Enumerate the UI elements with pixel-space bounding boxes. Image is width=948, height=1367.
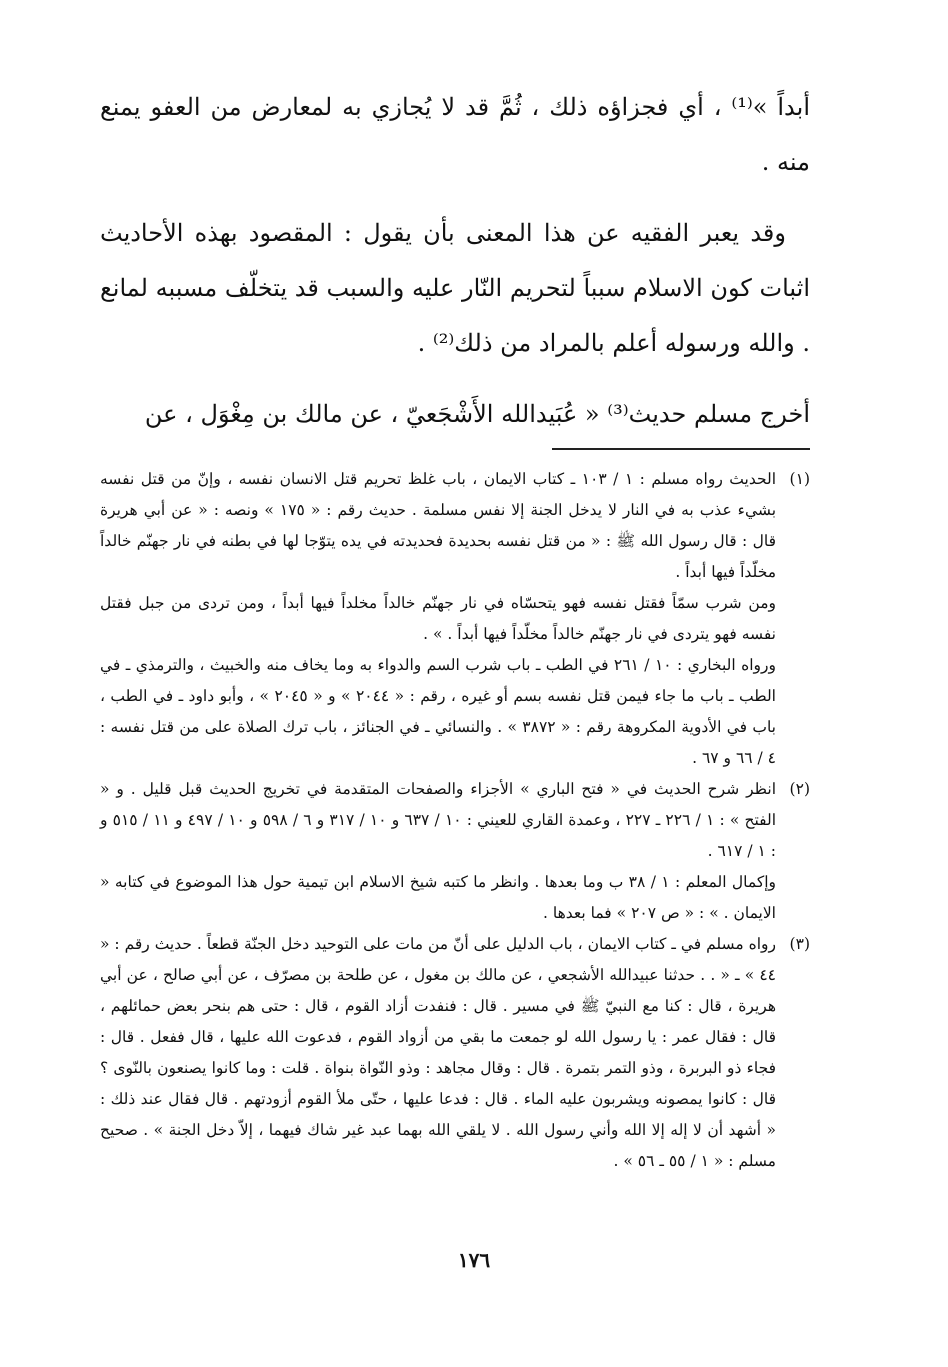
footnote-3: [100, 929, 810, 1177]
footnote-2: [100, 774, 810, 929]
footnotes: [100, 464, 810, 1177]
footnote-number: (١): [789, 470, 810, 488]
footnote-separator: [552, 448, 810, 450]
footnote-number: (٢): [789, 780, 810, 798]
footnote-1: [100, 464, 810, 774]
footnote-paragraph: رواه مسلم في ـ كتاب الايمان ، باب الدليل على أنّ من مات على التوحيد دخل الجنّة قطعاً . حديث رقم : « ٤٤ » ـ « . . حدثنا عبيدالله الأشجعي ، عن مالك بن مغول ، عن طلحة بن مصرّف ، عن أبي صالح ، عن أبي هريرة ، قال : كنا مع النبيّ ﷺ في مسير . قال : فنفدت أزاد القوم ، قال : حتى هم بنحر بعض حمائلهم ، قال : فقال عمر : يا رسول الله لو جمعت ما بقي من أزواد القوم ، فدعوت الله عليها ، قال ففعل . قال : فجاء ذو البربرة ، وذو التمر بتمرة . قال : وقال مجاهد : وذو النّواة بنواة . قلت : وما كانوا يصنعون بالنّوى ؟ قال : كانوا يمصونه ويشربون عليه الماء . قال : فدعا عليها ، حتّى ملأ القوم أزودتهم . قال فقال عند ذلك : « أشهد أن لا إله إلا الله وأني رسول الله . لا يلقي الله بهما عبد غير شاك فيهما ، إلاّ دخل الجنة » . صحيح مسلم : « ١ / ٥٥ ـ ٥٦ » .: [100, 935, 776, 1170]
main-paragraph-1: أبداً »⁽¹⁾ ، أي فجزاؤه ذلك ، ثُمَّ قد لا يُجازي به لمعارض من العفو يمنع منه .: [100, 93, 811, 176]
footnote-paragraph: انظر شرح الحديث في « فتح الباري » الأجزاء والصفحات المتقدمة في تخريج الحديث قبل قليل . و « الفتح » : ١ / ٢٢٦ ـ ٢٢٧ ، وعمدة القاري للعيني : ١٠ / ٦٣٧ و ١٠ / ٣١٧ و ٦ / ٥٩٨ و ١٠ / ٤٩٧ و ١١ / ٥١٥ و : ١ / ٦١٧ .: [100, 780, 777, 860]
main-text: [100, 80, 810, 442]
main-paragraph-3: أخرج مسلم حديث⁽³⁾ « عُبَيدالله الأَشْجَعيّ ، عن مالك بن مِغْوَل ، عن: [144, 400, 810, 428]
footnote-paragraph: ورواه البخاري : ١٠ / ٢٦١ في الطب ـ باب شرب السم والدواء به وما يخاف منه والخبيث ، والترمذي ـ في الطب ـ باب ما جاء فيمن قتل نفسه بسم أو غيره ، رقم : « ٢٠٤٤ » و « ٢٠٤٥ » ، وأبو داود ـ في الطب ، باب في الأدوية المكروهة رقم : « ٣٨٧٢ » . والنسائي ـ في الجنائز ، باب ترك الصلاة على من قتل نفسه : ٤ / ٦٦ و ٦٧ .: [100, 656, 776, 767]
footnote-paragraph: الحديث رواه مسلم : ١ / ١٠٣ ـ كتاب الايمان ، باب غلظ تحريم قتل الانسان نفسه ، وإنّ من قتل نفسه بشيء عذب به في النار لا يدخل الجنة إلا نفس مسلمة . حديث رقم : « ١٧٥ » ونصه : « عن أبي هريرة قال : قال رسول الله ﷺ : « من قتل نفسه بحديدة فحديدته في يده يتوّجا لها في بطنه في نار جهنّم خالداً مخلّداً فيها أبداً .: [100, 470, 777, 581]
main-paragraph-2: وقد يعبر الفقيه عن هذا المعنى بأن يقول : المقصود بهذه الأحاديث اثبات كون الاسلام سبباً لتحريم النّار عليه والسبب قد يتخلّف مسببه لمانع . والله ورسوله أعلم بالمراد من ذلك⁽²⁾ .: [100, 219, 810, 357]
page-number: ١٧٦: [457, 1248, 491, 1272]
page-content: [100, 80, 810, 1177]
footnote-number: (٣): [789, 935, 810, 953]
footnote-paragraph: ومن شرب سمّاً فقتل نفسه فهو يتحسّاه في نار جهنّم خالداً مخلداً فيها أبداً ، ومن تردى من جبل فقتل نفسه فهو يتردى في نار جهنّم خالداً مخلّداً فيها أبداً . » .: [100, 594, 776, 643]
footnote-paragraph: وإكمال المعلم : ١ / ٣٨ ب وما بعدها . وانظر ما كتبه شيخ الاسلام ابن تيمية حول هذا الموضوع في كتابه « الايمان . » : « ص ٢٠٧ » فما بعدها .: [100, 873, 776, 922]
